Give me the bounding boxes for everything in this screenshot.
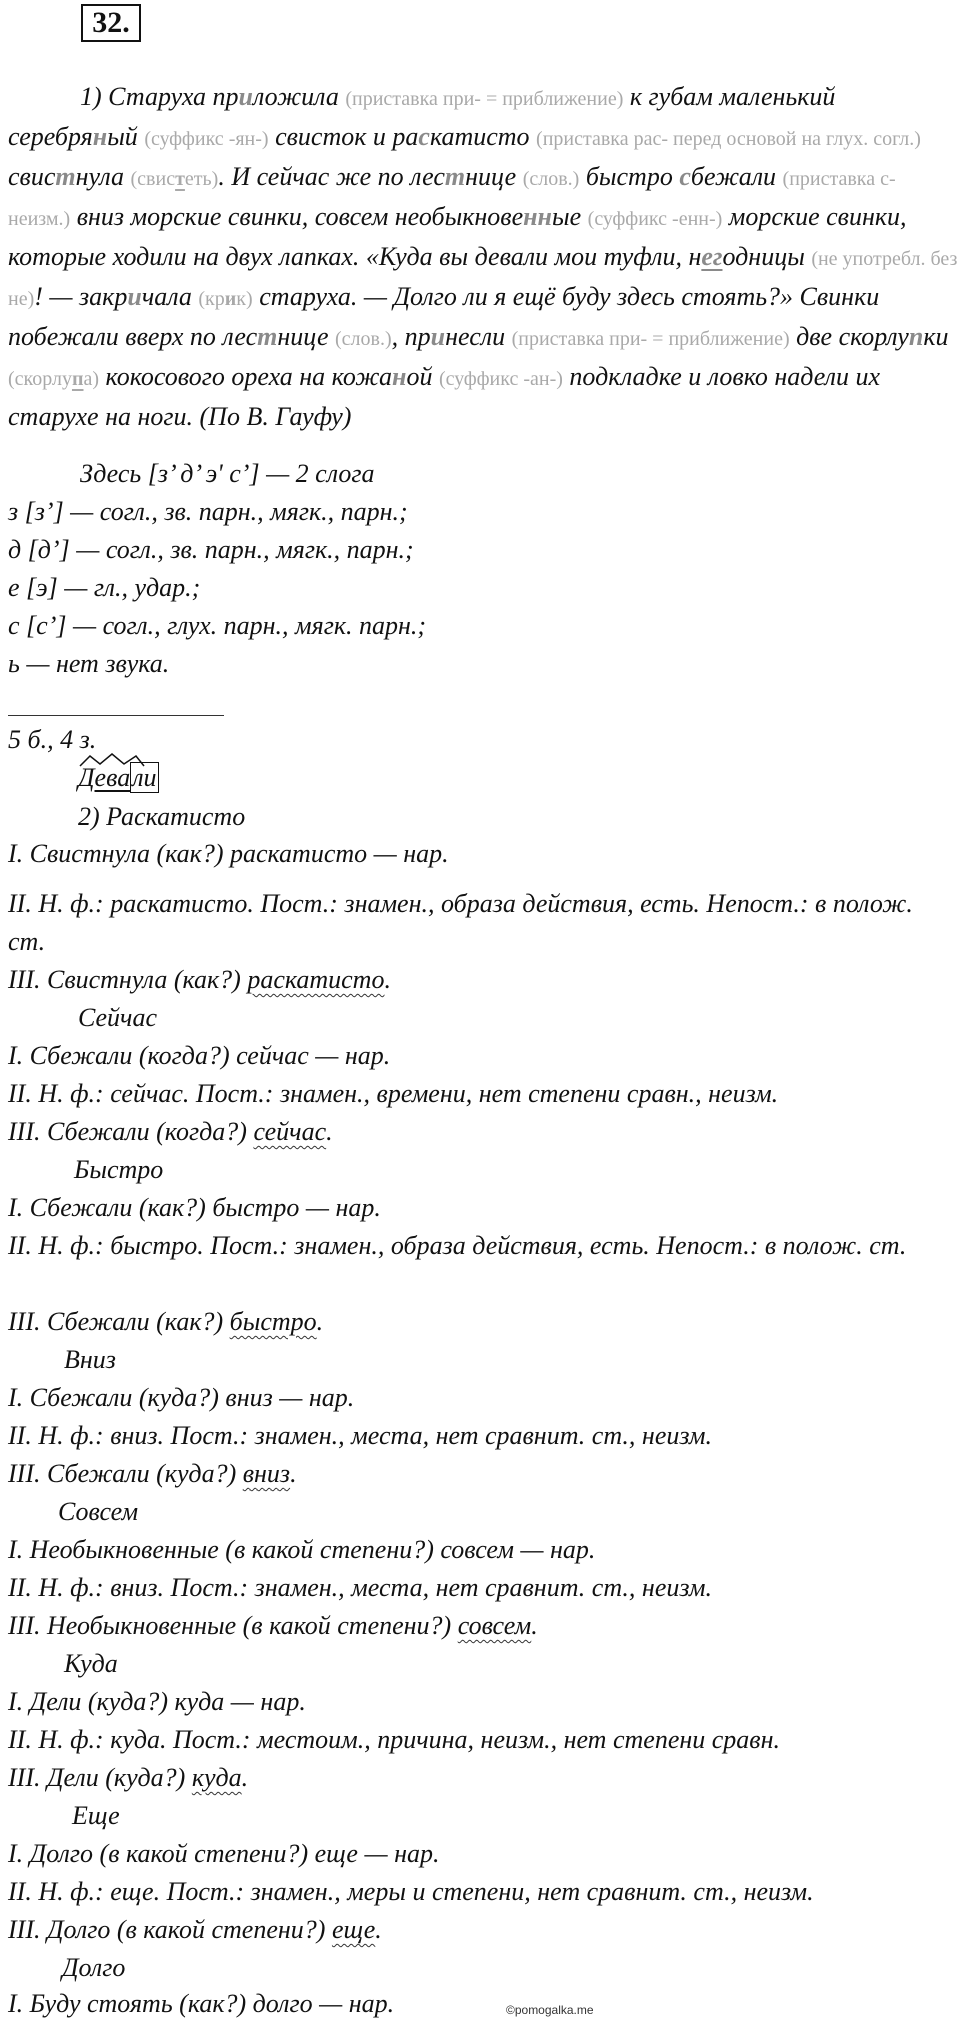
subheading: Совсем	[58, 1497, 139, 1526]
underlined-adverb: еще	[331, 1915, 376, 1944]
grey-note: к)	[236, 288, 253, 310]
highlight-letter: н	[92, 122, 108, 151]
grey-note-letter: и	[224, 288, 237, 310]
analysis-line: II. Н. ф.: сейчас. Пост.: знамен., времени, нет степени сравн., неизм.	[8, 1079, 779, 1108]
phonetic-line: ь — нет звука.	[8, 649, 170, 678]
grey-note: (не употребл. без не)	[8, 248, 958, 310]
line-text: III. Сбежали (когда?)	[8, 1117, 254, 1146]
grey-note: (суффикс -енн-)	[587, 208, 723, 230]
subheading: Еще	[72, 1801, 120, 1830]
analysis-line: I. Сбежали (как?) быстро — нар.	[8, 1193, 381, 1222]
grey-note: а)	[83, 368, 100, 390]
subheading: Быстро	[74, 1155, 164, 1184]
underlined-adverb: раскатисто	[247, 965, 385, 994]
word-stem: Дева	[78, 763, 131, 792]
analysis-line: II. Н. ф.: вниз. Пост.: знамен., места, нет сравнит. ст., неизм.	[8, 1573, 712, 1602]
line-text: III. Сбежали (куда?)	[8, 1459, 243, 1488]
text-span: вниз морские свинки, совсем необыкнове	[70, 202, 524, 231]
grey-note: (приставка при- = приближение)	[345, 88, 624, 110]
text-span: 1) Старуха пр	[80, 82, 239, 111]
grey-note-letter: п	[71, 368, 84, 390]
grey-note-letter: т	[175, 168, 185, 190]
highlight-letter: и	[127, 282, 142, 311]
grey-note: (суффикс -ан-)	[438, 368, 563, 390]
analysis-line: II. Н. ф.: куда. Пост.: местоим., причина, неизм., нет степени сравн.	[8, 1725, 780, 1754]
grey-note: (приставка с- неизм.)	[8, 168, 896, 230]
text-span: , пр	[391, 322, 431, 351]
text-span: свис	[8, 162, 56, 191]
grey-note: (кр	[198, 288, 225, 310]
highlight-letter: ег	[701, 242, 723, 271]
line-text: III. Необыкновенные (в какой степени?)	[8, 1611, 458, 1640]
grey-note: (свис	[130, 168, 176, 190]
highlight-letter: н	[392, 362, 407, 391]
line-text: III. Свистнула (как?)	[8, 965, 248, 994]
text-span: две скорлу	[789, 322, 909, 351]
analysis-line: III. Сбежали (как?) быстро.	[8, 1307, 324, 1336]
analysis-line: II. Н. ф.: еще. Пост.: знамен., меры и степени, нет сравнит. ст., неизм.	[8, 1877, 814, 1906]
text-span: кокосового ореха на кожа	[99, 362, 393, 391]
subheading: Куда	[64, 1649, 118, 1678]
text-span: ый	[107, 122, 145, 151]
analysis-line: I. Буду стоять (как?) долго — нар.	[8, 1989, 395, 2018]
analysis-line: III. Сбежали (куда?) вниз.	[8, 1459, 297, 1488]
highlight-letter: с	[418, 122, 430, 151]
text-span: несли	[445, 322, 512, 351]
analysis-line: II. Н. ф.: раскатисто. Пост.: знамен., образа действия, есть. Непост.: в полож. ст.	[8, 889, 913, 956]
underlined-adverb: куда	[191, 1763, 242, 1792]
text-span: одницы	[722, 242, 812, 271]
text-span: чала	[141, 282, 199, 311]
highlight-letter: и	[430, 322, 446, 351]
text-span: свисток и ра	[268, 122, 419, 151]
subheading: Сейчас	[78, 1003, 158, 1032]
phonetic-line: е [э] — гл., удар.;	[8, 573, 201, 602]
text-span: быстро	[579, 162, 680, 191]
exercise-number: 32.	[81, 4, 141, 42]
analysis-line: III. Свистнула (как?) раскатисто.	[8, 965, 391, 994]
underlined-adverb: быстро	[229, 1307, 317, 1336]
phonetic-line: з [з’] — согл., зв. парн., мягк., парн.;	[8, 497, 408, 526]
line-text: III. Сбежали (как?)	[8, 1307, 230, 1336]
exercise-text	[8, 78, 960, 436]
highlight-letter: нн	[523, 202, 552, 231]
morphemic-word	[78, 759, 159, 797]
highlight-letter: и	[238, 82, 253, 111]
analysis-line: III. Необыкновенные (в какой степени?) совсем.	[8, 1611, 538, 1640]
letters-sounds-count: 5 б., 4 з.	[8, 725, 97, 754]
word-ending: ли	[132, 763, 157, 792]
text-span: нице	[465, 162, 523, 191]
analysis-line: I. Свистнула (как?) раскатисто — нар.	[8, 839, 449, 868]
grey-note: (приставка при- = приближение)	[511, 328, 790, 350]
analysis-line: I. Сбежали (когда?) сейчас — нар.	[8, 1041, 391, 1070]
analysis-line: III. Сбежали (когда?) сейчас.	[8, 1117, 333, 1146]
analysis-item-title: 2) Раскатисто	[78, 802, 246, 831]
text-span: к губам маленький серебря	[8, 82, 836, 151]
subheading: Вниз	[64, 1345, 116, 1374]
separator-line	[8, 715, 224, 716]
underlined-adverb: вниз	[242, 1459, 291, 1488]
text-span: нула	[75, 162, 131, 191]
text-span: старуха. — Долго ли я ещё буду здесь стоять?» Свинки побежали вверх по лес	[8, 282, 880, 351]
grey-note: (приставка рас- перед основой на глух. согл.)	[536, 128, 921, 150]
underlined-adverb: совсем	[457, 1611, 532, 1640]
analysis-line: I. Долго (в какой степени?) еще — нар.	[8, 1839, 440, 1868]
grey-note: еть)	[184, 168, 219, 190]
line-text: III. Долго (в какой степени?)	[8, 1915, 332, 1944]
phonetic-header: Здесь [з’ д’ э' с’] — 2 слога	[80, 459, 375, 488]
text-span: морские свинки, которые ходили на двух лапках. «Куда вы девали мои туфли, н	[8, 202, 907, 271]
analysis-line: III. Долго (в какой степени?) еще.	[8, 1915, 382, 1944]
subheading: Долго	[62, 1953, 126, 1982]
analysis-line: I. Сбежали (куда?) вниз — нар.	[8, 1383, 355, 1412]
site-watermark: ©pomogalka.me	[506, 2003, 594, 2017]
phonetic-line: с [с’] — согл., глух. парн., мягк. парн.;	[8, 611, 427, 640]
underlined-adverb: сейчас	[253, 1117, 327, 1146]
highlight-letter: т	[55, 162, 76, 191]
analysis-line: II. Н. ф.: быстро. Пост.: знамен., образа действия, есть. Непост.: в полож. ст.	[8, 1231, 907, 1260]
phonetic-line: д [д’] — согл., зв. парн., мягк., парн.;	[8, 535, 414, 564]
highlight-letter: т	[444, 162, 466, 191]
text-span: ые	[552, 202, 588, 231]
grey-note: (слов.)	[522, 168, 580, 190]
grey-note: (слов.)	[335, 328, 392, 350]
text-span: катисто	[429, 122, 537, 151]
highlight-letter: п	[908, 322, 924, 351]
highlight-letter: т	[257, 322, 278, 351]
text-span: подкладке и ловко надели их старухе на ноги. (По В. Гауфу)	[8, 362, 881, 431]
text-span: ой	[406, 362, 439, 391]
text-span: ки	[923, 322, 949, 351]
text-span: бежали	[690, 162, 783, 191]
analysis-line: III. Дели (куда?) куда.	[8, 1763, 249, 1792]
line-text: III. Дели (куда?)	[8, 1763, 192, 1792]
text-span: . И сейчас же по лес	[218, 162, 445, 191]
grey-note: (суффикс -ян-)	[144, 128, 269, 150]
text-span: нице	[277, 322, 335, 351]
analysis-line: I. Дели (куда?) куда — нар.	[8, 1687, 306, 1716]
grey-note: (скорлу	[8, 368, 72, 390]
analysis-line: II. Н. ф.: вниз. Пост.: знамен., места, нет сравнит. ст., неизм.	[8, 1421, 712, 1450]
highlight-letter: с	[679, 162, 691, 191]
analysis-line: I. Необыкновенные (в какой степени?) совсем — нар.	[8, 1535, 596, 1564]
text-span: ложила	[252, 82, 346, 111]
text-span: ! — закр	[34, 282, 128, 311]
